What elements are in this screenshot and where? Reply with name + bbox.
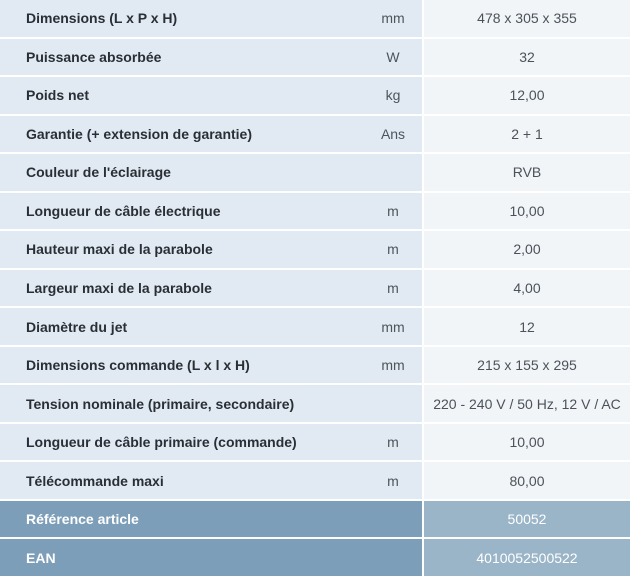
spec-label: Référence article: [0, 501, 364, 540]
spec-label: Tension nominale (primaire, secondaire): [0, 385, 364, 424]
spec-label: Télécommande maxi: [0, 462, 364, 501]
spec-label: Couleur de l'éclairage: [0, 154, 364, 193]
spec-row-poids: [0, 77, 630, 116]
spec-value: 478 x 305 x 355: [422, 0, 630, 39]
spec-label: Garantie (+ extension de garantie): [0, 116, 364, 155]
spec-value: 220 - 240 V / 50 Hz, 12 V / AC: [422, 385, 630, 424]
spec-value: 215 x 155 x 295: [422, 347, 630, 386]
spec-value: 12,00: [422, 77, 630, 116]
spec-label: Diamètre du jet: [0, 308, 364, 347]
spec-value: 2,00: [422, 231, 630, 270]
spec-row-dimensions: [0, 0, 630, 39]
spec-value: 4,00: [422, 270, 630, 309]
spec-unit: m: [364, 462, 422, 501]
spec-row-puissance: [0, 39, 630, 78]
spec-label: Dimensions (L x P x H): [0, 0, 364, 39]
spec-value: 50052: [422, 501, 630, 540]
spec-unit: m: [364, 424, 422, 463]
spec-unit: m: [364, 193, 422, 232]
spec-label: Puissance absorbée: [0, 39, 364, 78]
spec-unit: m: [364, 231, 422, 270]
spec-label: EAN: [0, 539, 364, 576]
spec-row-telecommande: [0, 462, 630, 501]
spec-label: Largeur maxi de la parabole: [0, 270, 364, 309]
spec-unit: mm: [364, 0, 422, 39]
spec-unit: [364, 539, 422, 576]
spec-row-cable-primaire: [0, 424, 630, 463]
spec-value: 2 + 1: [422, 116, 630, 155]
spec-value: 4010052500522: [422, 539, 630, 576]
spec-row-largeur-parabole: [0, 270, 630, 309]
spec-unit: m: [364, 270, 422, 309]
spec-label: Longueur de câble électrique: [0, 193, 364, 232]
spec-unit: W: [364, 39, 422, 78]
spec-row-hauteur-parabole: [0, 231, 630, 270]
spec-row-longueur-cable: [0, 193, 630, 232]
spec-unit: kg: [364, 77, 422, 116]
spec-unit: [364, 501, 422, 540]
spec-row-diametre-jet: [0, 308, 630, 347]
spec-row-garantie: [0, 116, 630, 155]
spec-row-tension: [0, 385, 630, 424]
spec-unit: Ans: [364, 116, 422, 155]
spec-unit: [364, 154, 422, 193]
spec-label: Longueur de câble primaire (commande): [0, 424, 364, 463]
spec-value: RVB: [422, 154, 630, 193]
spec-label: Dimensions commande (L x l x H): [0, 347, 364, 386]
spec-unit: mm: [364, 347, 422, 386]
spec-row-ean: [0, 539, 630, 576]
spec-value: 80,00: [422, 462, 630, 501]
spec-value: 10,00: [422, 193, 630, 232]
spec-unit: [364, 385, 422, 424]
spec-label: Poids net: [0, 77, 364, 116]
spec-row-couleur: [0, 154, 630, 193]
spec-value: 10,00: [422, 424, 630, 463]
spec-value: 12: [422, 308, 630, 347]
spec-row-dimensions-commande: [0, 347, 630, 386]
spec-label: Hauteur maxi de la parabole: [0, 231, 364, 270]
spec-value: 32: [422, 39, 630, 78]
spec-unit: mm: [364, 308, 422, 347]
spec-row-reference-article: [0, 501, 630, 540]
